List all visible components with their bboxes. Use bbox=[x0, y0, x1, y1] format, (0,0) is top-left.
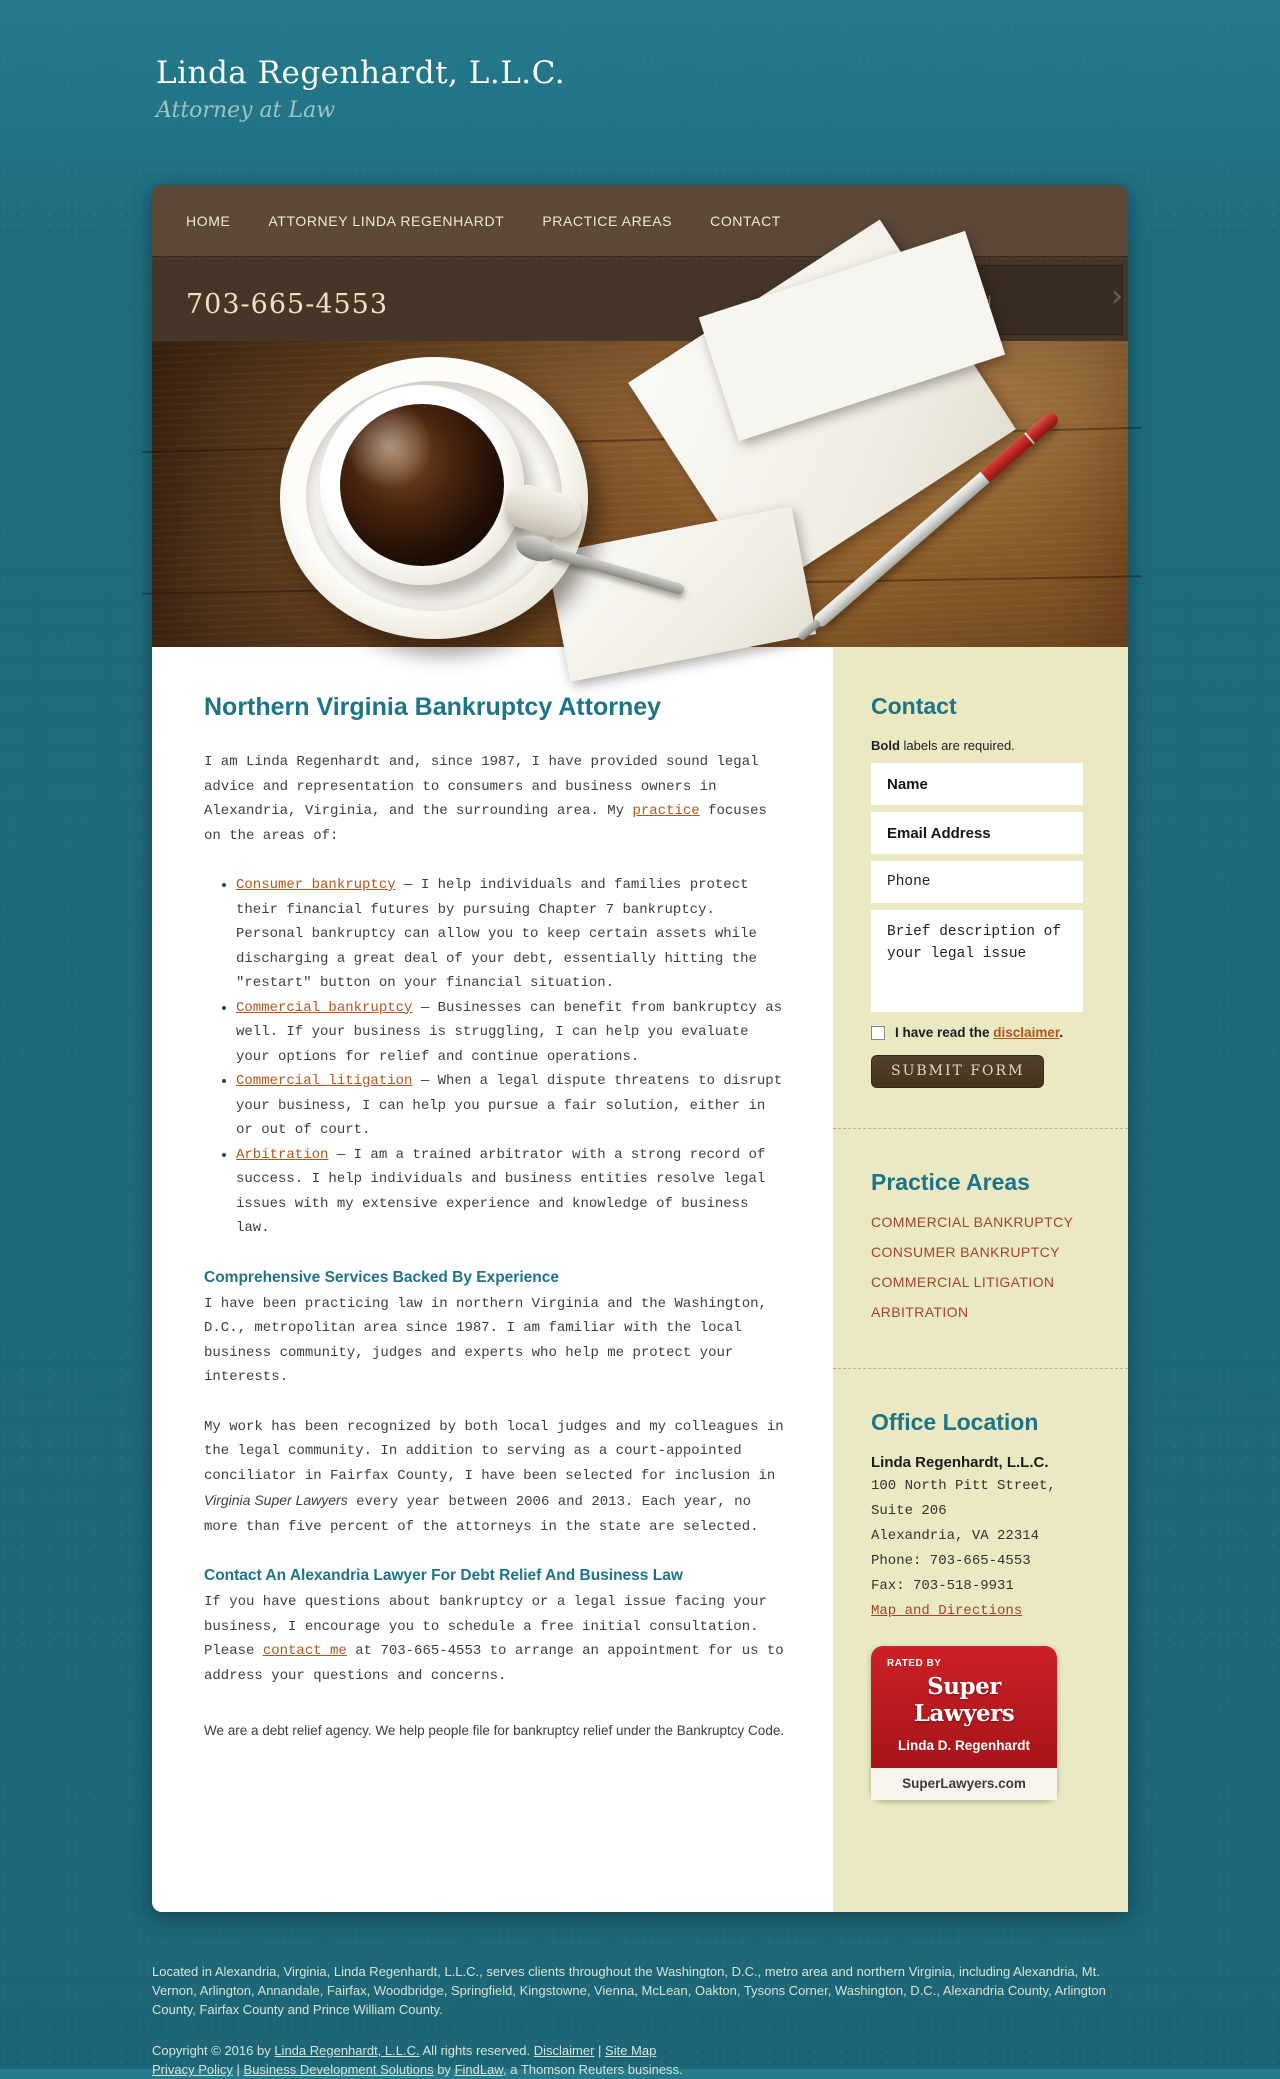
super-lawyers-site-link[interactable]: SuperLawyers.com bbox=[871, 1768, 1057, 1800]
disclaimer-checkbox[interactable] bbox=[871, 1026, 885, 1040]
findlaw-link[interactable]: FindLaw bbox=[454, 2062, 503, 2077]
super-lawyers-badge[interactable] bbox=[871, 1646, 1057, 1800]
super-lawyers-italic: Virginia Super Lawyers bbox=[204, 1492, 348, 1508]
content-card bbox=[152, 185, 1128, 1912]
firm-footer-link[interactable]: Linda Regenhardt, L.L.C. bbox=[274, 2043, 420, 2058]
commercial-litigation-link[interactable]: Commercial litigation bbox=[236, 1073, 413, 1089]
site-tagline: Attorney at Law bbox=[156, 98, 336, 123]
office-phone-line: Phone: 703-665-4553 bbox=[871, 1553, 1031, 1569]
cta-paragraph bbox=[204, 1590, 789, 1688]
map-directions-link[interactable]: Map and Directions bbox=[871, 1603, 1023, 1619]
copyright-line bbox=[152, 2041, 1280, 2060]
sidebar-link-commercial-bankruptcy[interactable]: COMMERCIAL BANKRUPTCY bbox=[871, 1214, 1074, 1230]
cta-text-end: at 703-665-4553 to arrange an appointment for us to address your questions and concerns. bbox=[204, 1643, 784, 1684]
service-area-text: Located in Alexandria, Virginia, Linda Regenhardt, L.L.C., serves clients throughout the Washington, D.C., metro area and northern Virginia, including Alexandria, Mt. Vernon, Arlington, Annandale, Fairfax, Woodbridge, Springfield, Kingstowne, Vienna, McLean, Oakton, Tysons Corner, Washington, D.C., Alexandria County, Arlington County, Fairfax County and Prince William County. bbox=[152, 1964, 1106, 2017]
contact-me-link[interactable]: contact me bbox=[262, 1643, 347, 1659]
pen-red-cap bbox=[1026, 410, 1061, 443]
agree-text-end: . bbox=[1059, 1025, 1064, 1040]
main-nav bbox=[152, 185, 1128, 258]
bullet-text: — Businesses can benefit from bankruptcy as well. If your business is struggling, I can help you evaluate your options for relief and continue operations. bbox=[236, 999, 783, 1065]
bullet-text: — I help individuals and families protect their financial futures by pursuing Chapter 7 bankruptcy. Personal bankruptcy can allow you to keep certain assets while discharging a great deal of your debt, essentially hitting the "restart" button on your financial situation. bbox=[236, 877, 757, 991]
site-header bbox=[0, 0, 1280, 185]
sidebar bbox=[833, 647, 1128, 1912]
office-address-line: Suite 206 bbox=[871, 1503, 947, 1519]
coffee-surface bbox=[340, 404, 504, 566]
legal-issue-textarea[interactable] bbox=[871, 910, 1083, 1012]
nav-item-home[interactable]: HOME bbox=[186, 212, 231, 229]
separator: | bbox=[594, 2043, 606, 2058]
practice-link[interactable]: practice bbox=[632, 803, 700, 819]
office-firm-name: Linda Regenhardt, L.L.C. bbox=[871, 1454, 1049, 1471]
nav-item-attorney[interactable]: ATTORNEY LINDA REGENHARDT bbox=[268, 212, 505, 229]
main-column bbox=[152, 647, 833, 1912]
agree-text: I have read the bbox=[895, 1025, 994, 1040]
cta-text: If you have questions about bankruptcy or a legal issue facing your business, I encourage you to schedule a free initial consultation. Please bbox=[204, 1594, 767, 1659]
copyright-text-mid: All rights reserved. bbox=[419, 2043, 534, 2058]
nav-item-practice-areas[interactable]: PRACTICE AREAS bbox=[542, 212, 673, 229]
disclaimer-footer-link[interactable]: Disclaimer bbox=[533, 2043, 595, 2058]
disclaimer-agree-row bbox=[871, 1024, 1086, 1042]
phone-number: 703-665-4553 bbox=[186, 289, 389, 320]
debt-relief-disclosure: We are a debt relief agency. We help people file for bankruptcy relief under the Bankruptcy Code. bbox=[204, 1723, 785, 1738]
list-item bbox=[236, 996, 789, 1070]
phone-field[interactable] bbox=[871, 861, 1083, 903]
practice-areas-section bbox=[833, 1128, 1128, 1368]
office-location-section bbox=[833, 1368, 1128, 1834]
required-note-bold: Bold bbox=[871, 738, 900, 753]
recognition-text: My work has been recognized by both local judges and my colleagues in the legal community. In addition to serving as a court-appointed conciliator in Fairfax County, I have been selected for inclusion in bbox=[204, 1418, 784, 1484]
office-address-line: Alexandria, VA 22314 bbox=[871, 1528, 1040, 1544]
badge-rated-by: RATED BY bbox=[887, 1658, 942, 1669]
privacy-policy-link[interactable]: Privacy Policy bbox=[152, 2062, 233, 2077]
intro-text-end: focuses on the areas of: bbox=[204, 803, 767, 844]
sidebar-link-arbitration[interactable]: ARBITRATION bbox=[871, 1304, 969, 1320]
office-fax-line: Fax: 703-518-9931 bbox=[871, 1578, 1014, 1594]
recognition-paragraph bbox=[204, 1415, 789, 1540]
section-heading-contact-cta: Contact An Alexandria Lawyer For Debt Relief And Business Law bbox=[204, 1567, 683, 1584]
credits-end-text: , a Thomson Reuters business. bbox=[502, 2062, 683, 2077]
list-item bbox=[236, 1069, 789, 1143]
experience-paragraph: I have been practicing law in northern Virginia and the Washington, D.C., metropolitan area since 1987. I am familiar with the local business community, judges and experts who help me protect your interests. bbox=[204, 1295, 767, 1385]
page-title: Northern Virginia Bankruptcy Attorney bbox=[204, 693, 662, 721]
intro-paragraph bbox=[204, 750, 789, 848]
nav-item-contact[interactable]: CONTACT bbox=[710, 212, 781, 229]
sitemap-footer-link[interactable]: Site Map bbox=[605, 2043, 657, 2058]
business-development-link[interactable]: Business Development Solutions bbox=[243, 2062, 434, 2077]
email-field[interactable] bbox=[871, 812, 1083, 854]
coffee-cup bbox=[320, 385, 524, 585]
list-item bbox=[236, 1143, 789, 1241]
commercial-bankruptcy-link[interactable]: Commercial bankruptcy bbox=[236, 999, 413, 1016]
submit-form-button[interactable]: SUBMIT FORM bbox=[871, 1055, 1044, 1088]
search-submit-arrow-icon[interactable]: › bbox=[1111, 282, 1141, 318]
section-heading-experience: Comprehensive Services Backed By Experience bbox=[204, 1268, 559, 1286]
disclaimer-agree-label bbox=[895, 1024, 1063, 1042]
contact-heading: Contact bbox=[871, 693, 957, 719]
footer bbox=[0, 1912, 1280, 2079]
office-address-line: 100 North Pitt Street, bbox=[871, 1478, 1056, 1494]
sidebar-link-commercial-litigation[interactable]: COMMERCIAL LITIGATION bbox=[871, 1274, 1055, 1290]
contact-form-section bbox=[833, 647, 1128, 1128]
sidebar-link-consumer-bankruptcy[interactable]: CONSUMER BANKRUPTCY bbox=[871, 1244, 1060, 1260]
copyright-block bbox=[152, 2041, 1280, 2079]
disclaimer-link[interactable]: disclaimer bbox=[993, 1025, 1060, 1040]
required-note-rest: labels are required. bbox=[899, 738, 1015, 753]
badge-attorney-name: Linda D. Regenhardt bbox=[897, 1738, 1030, 1753]
list-item bbox=[236, 873, 789, 996]
super-lawyers-logo: Super Lawyers bbox=[913, 1673, 1015, 1727]
credits-by-text: by bbox=[433, 2062, 455, 2077]
required-note bbox=[871, 738, 1086, 753]
office-location-heading: Office Location bbox=[871, 1409, 1039, 1435]
arbitration-link[interactable]: Arbitration bbox=[236, 1146, 329, 1163]
separator: | bbox=[232, 2062, 244, 2077]
practice-areas-heading: Practice Areas bbox=[871, 1169, 1030, 1195]
recognition-text-end: every year between 2006 and 2013. Each year, no more than five percent of the attorneys in the state are selected. bbox=[204, 1494, 759, 1535]
practice-bullet-list bbox=[204, 873, 789, 1241]
credits-line bbox=[152, 2060, 1280, 2079]
intro-text: I am Linda Regenhardt and, since 1987, I have provided sound legal advice and representation to consumers and business owners in Alexandria, Virginia, and the surrounding area. My bbox=[204, 754, 759, 819]
name-field[interactable] bbox=[871, 763, 1083, 805]
content-row bbox=[152, 647, 1128, 1912]
site-title: Linda Regenhardt, L.L.C. bbox=[156, 55, 566, 91]
copyright-text: Copyright © 2016 by bbox=[152, 2043, 275, 2058]
hero-photo bbox=[152, 341, 1128, 647]
bullet-text: — I am a trained arbitrator with a strong record of success. I help individuals and business entities resolve legal issues with my extensive experience and knowledge of business law. bbox=[236, 1146, 766, 1236]
bullet-text: — When a legal dispute threatens to disrupt your business, I can help you pursue a fair solution, either in or out of court. bbox=[236, 1073, 783, 1138]
consumer-bankruptcy-link[interactable]: Consumer bankruptcy bbox=[236, 877, 396, 893]
